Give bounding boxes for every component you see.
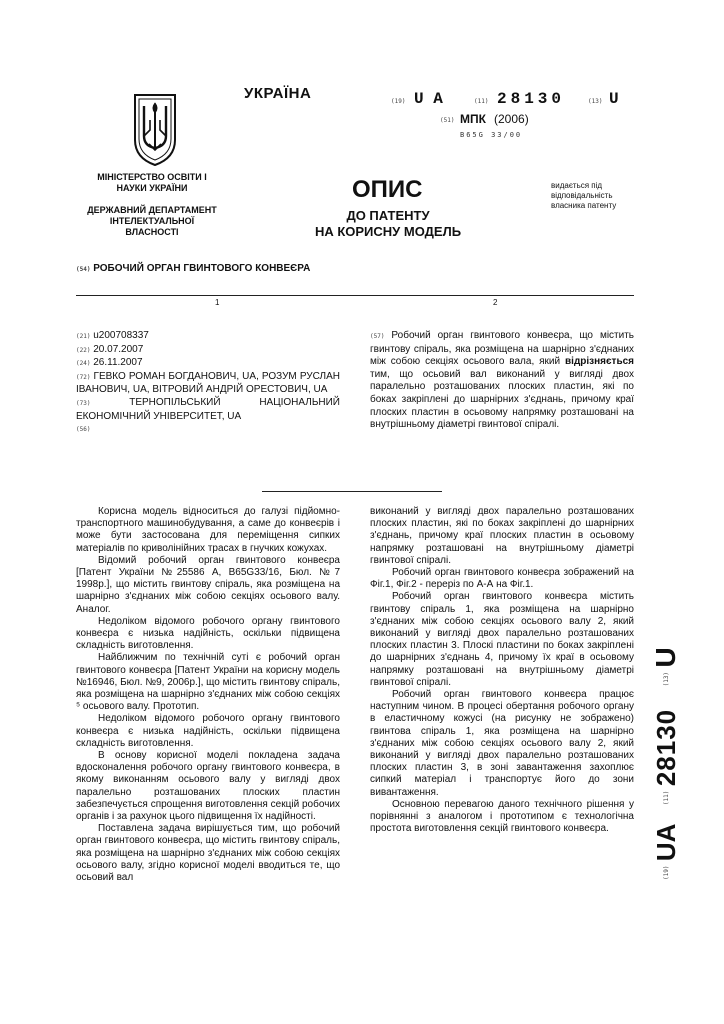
responsibility-note: видається під відповідальність власника патенту <box>551 181 617 210</box>
inid-code: (56) <box>76 426 91 434</box>
publication-date: 26.11.2007 <box>93 357 143 369</box>
country-name: УКРАЇНА <box>244 85 312 102</box>
biblio-row <box>76 330 340 344</box>
inid-code-54: (54) <box>76 266 91 273</box>
inid-code-51: (51) <box>440 117 455 124</box>
ipc-class: B65G 33/00 <box>460 131 523 139</box>
invention-title <box>76 263 310 274</box>
invention-title-text: РОБОЧИЙ ОРГАН ГВИНТОВОГО КОНВЕЄРА <box>93 263 311 274</box>
paragraph: В основу корисної моделі покладена задача вдосконалення робочого органу гвинтового конвеєра, в якому виконанням осьового валу у вигляді двох паралельно розташованих плоских пластин забезпечується спрощення виготовлення секцій робочих органів і за рахунок цього підвищення їх надійності. <box>76 750 340 823</box>
side-inid-11: (11) <box>662 790 670 806</box>
abstract-text-start: Робочий орган гвинтового конвеєра, що містить гвинтову спіраль, яка розміщена на шарнірно з'єднаних між собою секціях осьового вала, який <box>370 330 635 368</box>
filing-date: 20.07.2007 <box>93 343 144 355</box>
paragraph: Недоліком відомого робочого органу гвинтового конвеєра є низька надійність, оскільки підвищена складність виготовлення. <box>76 713 340 749</box>
inid-code: (72) <box>76 373 91 381</box>
paragraph: Основною перевагою даного технічного рішення у порівнянні з аналогом і прототипом є технологічна простота виготовлення секцій гвинтового конвеєра. <box>370 798 634 835</box>
patent-owner: ТЕРНОПІЛЬСЬКИЙ НАЦІОНАЛЬНИЙ ЕКОНОМІЧНИЙ УНІВЕРСИТЕТ, UA <box>76 396 340 422</box>
inid-code-13: (13) <box>588 98 603 105</box>
inid-code-57: (57) <box>370 333 385 340</box>
paragraph: Робочий орган гвинтового конвеєра зображений на Фіг.1, Фіг.2 - переріз по А-А на Фіг.1. <box>370 567 634 591</box>
section-divider <box>262 491 442 492</box>
patent-number: 28130 <box>497 90 566 108</box>
inid-code: (73) <box>76 399 91 407</box>
paragraph: Робочий орган гвинтового конвеєра працює наступним чином. В процесі обертання робочого органу в еластичному кожусі (на рисунку не зображено) гвинтова спіраль 1, яка розміщена на шарнірно з'єднаних між собою секціях осьового валу 2, який виконаний у вигляді двох паралельно розташованих плоских пластин 3, в зоні завантаження захоплює сипкий матеріал і транспортує його до зони вивантаження. <box>370 689 634 798</box>
abstract-text-end: тим, що осьовий вал виконаний у вигляді двох паралельно розташованих плоских пластин, які по боках закріплені до шарнірних з'єднань, причому краї плоских пластин в осьовому напрямку розташовані на внутрішньому діаметрі гвинтової спіралі. <box>370 368 634 431</box>
inid-code-11: (11) <box>474 98 489 105</box>
document-subtitle <box>300 208 476 240</box>
inid-code-19: (19) <box>391 98 406 105</box>
biblio-row <box>76 397 340 423</box>
column-number-left: 1 <box>215 298 220 307</box>
header-divider <box>76 295 634 296</box>
column-number-right: 2 <box>493 298 498 307</box>
biblio-row <box>76 371 340 397</box>
ipc-label: МПК <box>460 112 486 126</box>
paragraph: Відомий робочий орган гвинтового конвеєра [Патент України №25586 А, B65G33/16, Бюл. №7 1998р.], що містить гвинтову спіраль, яка розміщена на шарнірно з'єднаних між собою секціях осьового валу. Аналог. <box>76 554 340 615</box>
department-name: ДЕРЖАВНИЙ ДЕПАРТАМЕНТ ІНТЕЛЕКТУАЛЬНОЇ ВЛАСНОСТІ <box>87 205 217 237</box>
side-kind: U <box>650 647 681 668</box>
description-right-column <box>370 506 634 835</box>
paragraph: Робочий орган гвинтового конвеєра містить гвинтову спіраль 1, яка розміщена на шарнірно з'єднаних між собою секціях осьового валу 2, який виконаний у вигляді двох паралельно розташованих плоских пластин 3. Плоскі пластини по боках закріплені до шарнірних з'єднань 4, причому їх краї в осьовому напрямку розташовані на внутрішньому діаметрі гвинтової спіралі. <box>370 591 634 688</box>
paragraph: Корисна модель відноситься до галузі підйомно-транспортного машинобудування, а саме до конвеєрів і може бути застосована для переміщення сипких матеріалів по криволінійних трасах в гнучких кожухах. <box>76 506 340 554</box>
inventors: ГЕВКО РОМАН БОГДАНОВИЧ, UA, РОЗУМ РУСЛАН ІВАНОВИЧ, UA, ВІТРОВИЙ АНДРІЙ ОРЕСТОВИЧ, UA <box>76 370 340 396</box>
paragraph: Недоліком відомого робочого органу гвинтового конвеєра є низька надійність, оскільки підвищена складність виготовлення. <box>76 615 340 652</box>
paragraph: виконаний у вигляді двох паралельно розташованих плоских пластин, які по боках закріплені до шарнірних з'єднань, причому краї плоских пластин в осьовому напрямку розташовані на внутрішньому діаметрі гвинтової спіралі. <box>370 506 634 566</box>
abstract <box>370 330 634 432</box>
description-left-column <box>76 506 340 884</box>
subtitle-line-2: НА КОРИСНУ МОДЕЛЬ <box>314 224 462 239</box>
biblio-row <box>76 357 340 371</box>
paragraph: Найближчим по технічній суті є робочий орган гвинтового конвеєра [Патент України на корисну модель №16946, Бюл. №9, 2006р.], що містить гвинтову спіраль, яка розміщена на шарнірно з'єднаних між собою секціях ⁵ осьового валу. Прототип. <box>76 652 340 713</box>
side-inid-13: (13) <box>662 671 670 687</box>
subtitle-line-1: ДО ПАТЕНТУ <box>346 208 430 223</box>
document-title: ОПИС <box>352 176 423 203</box>
ipc-year: (2006) <box>494 112 529 126</box>
side-inid-19: (19) <box>662 865 670 880</box>
application-number: u200708337 <box>93 330 149 341</box>
biblio-row <box>76 423 340 437</box>
inid-code: (21) <box>76 333 91 340</box>
biblio-row <box>76 344 340 358</box>
country-code: U A <box>414 90 443 108</box>
bibliographic-data <box>76 330 340 437</box>
abstract-keyword: відрізняється <box>565 356 634 368</box>
inid-code: (24) <box>76 360 91 368</box>
side-number: 28130 <box>650 708 681 787</box>
paragraph: Поставлена задача вирішується тим, що робочий орган гвинтового конвеєра, що містить гвинтову спіраль, яка розміщена на шарнірно з'єднаних між собою секціях осьового валу, згідно корисної моделі вводиться те, що осьовий вал <box>76 823 340 884</box>
side-patent-label <box>650 580 690 880</box>
kind-code: U <box>609 90 619 108</box>
inid-code: (22) <box>76 346 91 354</box>
side-country: UA <box>650 823 681 862</box>
ukraine-trident-emblem-icon <box>132 92 178 168</box>
ministry-name: МІНІСТЕРСТВО ОСВІТИ І НАУКИ УКРАЇНИ <box>97 172 207 193</box>
